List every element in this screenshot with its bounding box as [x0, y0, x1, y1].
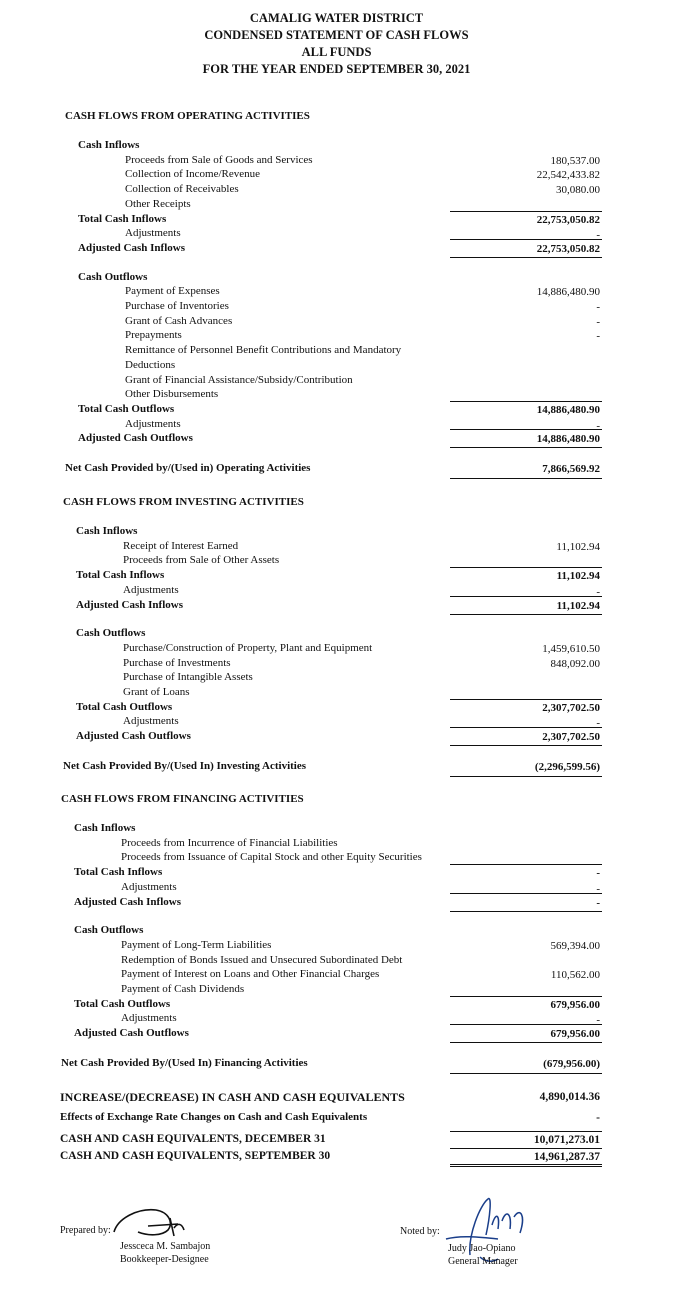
- financing-net-underline: [450, 1073, 602, 1074]
- operating-outflow-item: Other Disbursements: [125, 388, 219, 401]
- summary-beginning-label: CASH AND CASH EQUIVALENTS, DECEMBER 31: [60, 1133, 326, 1145]
- prepared-title: Bookkeeper-Designee: [120, 1254, 209, 1265]
- operating-adj-total-out-rule: [450, 429, 602, 430]
- prepared-signature: [108, 1200, 188, 1245]
- financing-adj-out-value: -: [596, 1014, 600, 1027]
- operating-adj-out-value: -: [596, 419, 600, 432]
- operating-outflow-item: Deductions: [125, 358, 176, 371]
- investing-adj-total-out-rule: [450, 727, 602, 728]
- investing-adj-out-label: Adjustments: [123, 715, 179, 728]
- summary-beginning-value: 10,071,273.01: [533, 1134, 600, 1146]
- investing-adj-total-in-rule: [450, 596, 602, 597]
- operating-heading: CASH FLOWS FROM OPERATING ACTIVITIES: [65, 110, 310, 122]
- investing-adj-total-out-value: 2,307,702.50: [542, 731, 600, 744]
- financing-adj-in-label: Adjustments: [121, 880, 177, 893]
- operating-outflow-item: Prepayments: [125, 329, 182, 342]
- operating-inflow-value: 22,542,433.82: [536, 169, 600, 182]
- financing-heading: CASH FLOWS FROM FINANCING ACTIVITIES: [61, 793, 304, 805]
- operating-inflow-item: Collection of Receivables: [125, 183, 239, 196]
- financing-total-in-value: -: [596, 867, 600, 880]
- financing-outflow-item: Payment of Cash Dividends: [121, 983, 245, 995]
- financing-total-in-label: Total Cash Inflows: [74, 866, 163, 879]
- operating-inflow-item: Other Receipts: [125, 197, 191, 210]
- prepared-name: Jessceca M. Sambajon: [120, 1241, 211, 1252]
- operating-net-underline: [450, 478, 602, 479]
- operating-adj-total-in-label: Adjusted Cash Inflows: [78, 241, 185, 254]
- financing-adj-total-out-rule: [450, 1024, 602, 1025]
- investing-outflow-item: Grant of Loans: [123, 686, 190, 698]
- operating-adj-in-label: Adjustments: [125, 227, 181, 240]
- operating-outflow-item: Payment of Expenses: [125, 285, 220, 298]
- financing-adj-total-out-label: Adjusted Cash Outflows: [74, 1027, 189, 1040]
- investing-inflow-item: Receipt of Interest Earned: [123, 539, 239, 552]
- financing-net-label: Net Cash Provided By/(Used In) Financing Activities: [61, 1056, 308, 1069]
- financing-net-value: (679,956.00): [543, 1057, 600, 1070]
- operating-adj-total-out-underline: [450, 447, 602, 448]
- prepared-by-label: Prepared by:: [60, 1225, 111, 1236]
- operating-adj-out-label: Adjustments: [125, 417, 181, 430]
- financing-adj-total-out-value: 679,956.00: [550, 1028, 600, 1041]
- investing-total-out-label: Total Cash Outflows: [76, 700, 173, 713]
- investing-adj-total-in-underline: [450, 614, 602, 615]
- financing-inflow-item: Proceeds from Issuance of Capital Stock and other Equity Securities: [121, 851, 422, 864]
- noted-name: Judy Jao-Opiano: [448, 1243, 516, 1254]
- operating-inflow-value: 180,537.00: [550, 154, 600, 167]
- financing-outflow-value: 110,562.00: [550, 969, 600, 982]
- financing-outflow-item: Payment of Interest on Loans and Other Financial Charges: [121, 968, 380, 981]
- operating-outflow-value: -: [596, 315, 600, 328]
- operating-total-out-rule: [450, 401, 602, 402]
- financing-inflow-item: Proceeds from Incurrence of Financial Liabilities: [121, 836, 338, 849]
- summary-ending-rule: [450, 1148, 602, 1149]
- investing-adj-total-in-value: 11,102.94: [556, 599, 600, 612]
- investing-inflow-value: 11,102.94: [556, 540, 600, 553]
- financing-total-in-rule: [450, 864, 602, 865]
- operating-total-in-label: Total Cash Inflows: [78, 212, 167, 225]
- operating-adj-total-out-label: Adjusted Cash Outflows: [78, 432, 193, 445]
- investing-outflow-item: Purchase/Construction of Property, Plant and Equipment: [123, 641, 373, 654]
- financing-adj-total-in-underline: [450, 911, 602, 912]
- operating-outflow-item: Grant of Cash Advances: [125, 314, 233, 327]
- investing-adj-in-label: Adjustments: [123, 583, 179, 596]
- summary-fx-label: Effects of Exchange Rate Changes on Cash and Cash Equivalents: [60, 1111, 368, 1123]
- financing-outflow-item: Redemption of Bonds Issued and Unsecured Subordinated Debt: [121, 953, 403, 966]
- operating-total-out-value: 14,886,480.90: [536, 403, 600, 416]
- investing-adj-total-out-label: Adjusted Cash Outflows: [76, 730, 191, 743]
- operating-total-out-label: Total Cash Outflows: [78, 402, 175, 415]
- investing-total-out-value: 2,307,702.50: [542, 701, 600, 714]
- summary-ending-double-underline: [450, 1164, 602, 1167]
- financing-adj-out-label: Adjustments: [121, 1012, 177, 1025]
- investing-outflows-label: Cash Outflows: [76, 627, 146, 640]
- investing-total-in-rule: [450, 567, 602, 568]
- investing-inflows-label: Cash Inflows: [76, 525, 138, 537]
- operating-adj-total-in-value: 22,753,050.82: [536, 242, 600, 255]
- investing-adj-out-value: -: [596, 717, 600, 730]
- summary-ending-label: CASH AND CASH EQUIVALENTS, SEPTEMBER 30: [60, 1150, 331, 1162]
- operating-inflow-item: Proceeds from Sale of Goods and Services: [125, 153, 313, 166]
- financing-total-out-value: 679,956.00: [550, 998, 600, 1011]
- investing-heading: CASH FLOWS FROM INVESTING ACTIVITIES: [63, 496, 304, 508]
- financing-adj-total-in-value: -: [596, 896, 600, 909]
- operating-net-value: 7,866,569.92: [542, 463, 600, 475]
- investing-inflow-item: Proceeds from Sale of Other Assets: [123, 554, 280, 567]
- operating-outflow-value: -: [596, 301, 600, 313]
- operating-adj-total-out-value: 14,886,480.90: [536, 433, 600, 446]
- financing-inflows-label: Cash Inflows: [74, 822, 136, 834]
- summary-increase-value: 4,890,014.36: [539, 1091, 600, 1103]
- funds-label: ALL FUNDS: [301, 45, 372, 59]
- investing-outflow-item: Purchase of Investments: [123, 656, 231, 669]
- summary-beginning-rule: [450, 1131, 602, 1132]
- operating-adj-total-in-underline: [450, 257, 602, 258]
- summary-fx-value: -: [596, 1112, 600, 1124]
- investing-total-in-label: Total Cash Inflows: [76, 569, 165, 582]
- operating-inflows-label: Cash Inflows: [78, 139, 140, 151]
- operating-outflow-item: Grant of Financial Assistance/Subsidy/Contribution: [125, 373, 353, 386]
- operating-outflow-value: 14,886,480.90: [536, 286, 600, 299]
- operating-adj-total-in-rule: [450, 239, 602, 240]
- noted-by-label: Noted by:: [400, 1226, 440, 1237]
- financing-outflow-item: Payment of Long-Term Liabilities: [121, 938, 272, 951]
- investing-adj-total-out-underline: [450, 745, 602, 746]
- operating-inflow-item: Collection of Income/Revenue: [125, 168, 261, 181]
- operating-net-label: Net Cash Provided by/(Used in) Operating Activities: [65, 462, 311, 474]
- financing-outflows-label: Cash Outflows: [74, 924, 144, 937]
- financing-adj-total-in-label: Adjusted Cash Inflows: [74, 895, 181, 908]
- operating-outflow-item: Purchase of Inventories: [125, 300, 229, 312]
- investing-net-value: (2,296,599.56): [534, 760, 600, 773]
- financing-outflow-value: 569,394.00: [550, 939, 600, 952]
- financing-adj-in-value: -: [596, 882, 600, 895]
- operating-outflow-value: -: [596, 330, 600, 343]
- investing-outflow-value: 848,092.00: [550, 657, 600, 670]
- operating-total-in-rule: [450, 211, 602, 212]
- statement-title: CONDENSED STATEMENT OF CASH FLOWS: [204, 28, 469, 42]
- investing-total-in-value: 11,102.94: [556, 570, 600, 583]
- summary-increase-label: INCREASE/(DECREASE) IN CASH AND CASH EQUIVALENTS: [60, 1090, 405, 1104]
- operating-adj-in-value: -: [596, 229, 600, 242]
- org-name: CAMALIG WATER DISTRICT: [249, 11, 424, 25]
- operating-inflow-value: 30,080.00: [556, 184, 600, 197]
- investing-adj-in-value: -: [596, 585, 600, 598]
- period-label: FOR THE YEAR ENDED SEPTEMBER 30, 2021: [202, 62, 471, 76]
- operating-outflow-item: Remittance of Personnel Benefit Contributions and Mandatory: [125, 344, 402, 357]
- investing-net-label: Net Cash Provided By/(Used In) Investing Activities: [63, 759, 307, 772]
- investing-total-out-rule: [450, 699, 602, 700]
- investing-outflow-value: 1,459,610.50: [542, 642, 600, 655]
- financing-adj-total-out-underline: [450, 1042, 602, 1043]
- financing-total-out-label: Total Cash Outflows: [74, 997, 171, 1010]
- operating-outflows-label: Cash Outflows: [78, 270, 148, 283]
- investing-outflow-item: Purchase of Intangible Assets: [123, 671, 253, 684]
- financing-total-out-rule: [450, 996, 602, 997]
- noted-title: General Manager: [448, 1256, 518, 1267]
- investing-adj-total-in-label: Adjusted Cash Inflows: [76, 598, 183, 611]
- investing-net-underline: [450, 776, 602, 777]
- operating-total-in-value: 22,753,050.82: [536, 213, 600, 226]
- summary-ending-value: 14,961,287.37: [533, 1151, 600, 1163]
- financing-adj-total-in-rule: [450, 893, 602, 894]
